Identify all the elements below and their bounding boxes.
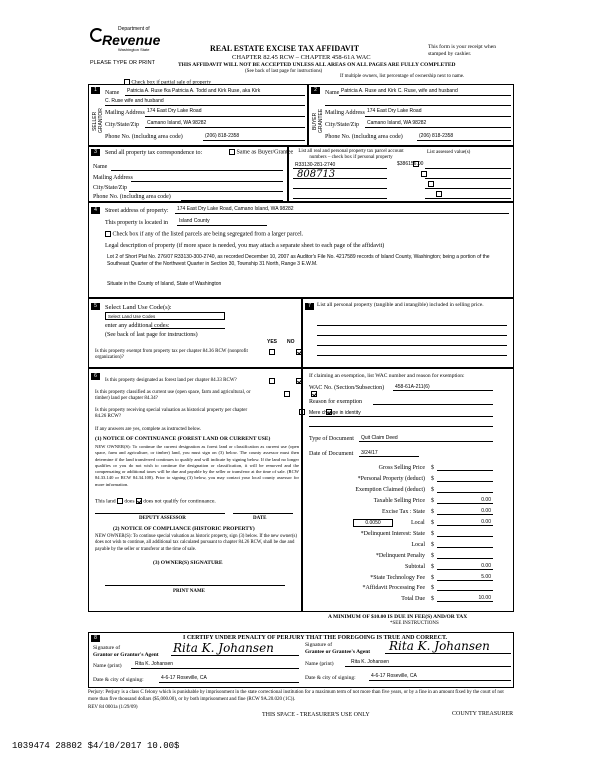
exemption-label: If claiming an exemption, list WAC number and reason for exemption: xyxy=(309,373,465,379)
grantee-name[interactable]: Rita K. Johansen xyxy=(351,659,390,665)
see-instructions: *SEE INSTRUCTIONS xyxy=(390,621,439,626)
parcel-section xyxy=(288,146,514,202)
certify-section xyxy=(88,632,514,688)
seller-city-label: City/State/Zip xyxy=(105,122,139,128)
assessed-value[interactable]: $386156.00 xyxy=(397,161,424,167)
dept-line2: Revenue xyxy=(102,32,161,48)
does-label: does xyxy=(124,498,135,505)
forest-no-checkbox[interactable] xyxy=(296,378,302,384)
continuance-title: (1) NOTICE OF CONTINUANCE (FOREST LAND OR CURRENT USE) xyxy=(95,436,271,442)
see-back: (See back of last page for instructions) xyxy=(245,69,323,74)
landuse-select[interactable] xyxy=(105,312,225,320)
grantor-name[interactable]: Rita K. Johansen xyxy=(135,661,174,667)
parcel-number[interactable]: R33130-281-2740 xyxy=(295,162,336,168)
exempt-no-checkbox[interactable] xyxy=(296,349,302,355)
assessed-header: List assessed value(s) xyxy=(427,150,471,155)
penalty-dollar: $ xyxy=(431,553,434,559)
same-as-buyer-checkbox[interactable] xyxy=(229,149,235,155)
parcel-pp-checkbox-1[interactable] xyxy=(413,161,419,167)
landuse-see-back: (See back of last page for instructions) xyxy=(105,332,198,338)
penalty-label: *Delinquent Penalty xyxy=(375,553,425,559)
gross-dollar: $ xyxy=(431,465,434,471)
please-type: PLEASE TYPE OR PRINT xyxy=(90,60,156,66)
correspondence-section xyxy=(88,146,294,202)
buyer-name[interactable]: Patricia A. Ruse and Kirk C. Ruse, wife and husband xyxy=(341,88,458,94)
buyer-side-label: BUYER GRANTEE xyxy=(312,108,324,134)
no-header: NO xyxy=(287,339,295,345)
corr-name-label: Name xyxy=(93,164,108,170)
subtotal-label: Subtotal xyxy=(404,564,425,570)
form-title: REAL ESTATE EXCISE TAX AFFIDAVIT xyxy=(210,44,360,53)
minimum-note: A MINIMUM OF $10.00 IS DUE IN FEE(S) AND/OR TAX xyxy=(328,614,468,620)
interest-local-dollar: $ xyxy=(431,542,434,548)
county-treasurer: COUNTY TREASURER xyxy=(452,711,514,717)
interest-state-label: *Delinquent Interest: State xyxy=(360,531,425,537)
doc-date-label: Date of Document xyxy=(309,451,354,457)
reason-value[interactable]: Mere change in identity xyxy=(309,410,361,416)
grantee-signature[interactable]: Rita K. Johansen xyxy=(389,639,490,653)
landuse-section xyxy=(88,298,302,368)
wac-value[interactable]: 458-61A-211(6) xyxy=(395,384,430,390)
perjury-text: Perjury: Perjury is a class C felony which is punishable by imprisonment in the state correctional institution for a maximum term of not more than five years, or by a fine in an amount fixed by the court of not more than five thousand dollars ($5,000.00), or by both imprisonment and fine (RCW 9A.20.020 (1C)). xyxy=(88,690,504,702)
corr-mailing-label: Mailing Address xyxy=(93,175,133,181)
parcel-pp-checkbox-4[interactable] xyxy=(436,191,442,197)
correspondence-label: Send all property tax correspondence to: xyxy=(105,150,203,156)
seller-phone[interactable]: (206) 818-2358 xyxy=(205,133,240,139)
corr-phone-label: Phone No. (including area code) xyxy=(93,194,171,200)
doc-date[interactable]: 3/24/17 xyxy=(361,450,378,456)
dept-line1: Department of xyxy=(118,26,150,32)
forest-yes-checkbox[interactable] xyxy=(269,378,275,384)
section-number-2: 2 xyxy=(311,87,320,94)
reason-label: Reason for exemption xyxy=(309,399,362,405)
section-number-8: 8 xyxy=(91,635,100,642)
seller-city[interactable]: Camano Island, WA 98282 xyxy=(147,120,207,126)
taxable-dollar: $ xyxy=(431,498,434,504)
seller-name-2[interactable]: C. Ruse wife and husband xyxy=(105,98,164,104)
grantee-date-label: Date & city of signing: xyxy=(305,675,356,681)
grantee-date[interactable]: 4-6-17 Roseville, CA xyxy=(371,673,417,679)
seller-name-label: Name xyxy=(105,90,120,96)
exemption-tax-section xyxy=(302,368,514,612)
legal-description[interactable]: Lot 2 of Short Plat No. 276/07 R33130-300-2740, as recorded December 10, 2007 as Auditor's File No. 4217589 records of Island County, Washington; being a portion of the Southeast Quarter of the Northwest Quarter in Section 30, Township 31 North, Range 3 E.W.M. xyxy=(107,254,490,267)
exemption-deduct-label: Exemption Claimed (deduct) xyxy=(355,487,425,493)
street-label: Street address of property: xyxy=(105,208,169,214)
section-number-6: 6 xyxy=(91,373,100,380)
seller-name[interactable]: Patricia A. Ruse fka Patricia A. Todd and Kirk Ruse, aka Kirk xyxy=(127,88,261,94)
form-subtitle: CHAPTER 82.45 RCW – CHAPTER 458-61A WAC xyxy=(232,54,371,61)
compliance-text: NEW OWNER(S): To continue special valuation as historic property, sign (3) below. If the new owner(s) does not wish to continue, all additional tax calculated pursuant to chapter 84.26 RCW, shall be due and payable by the seller or transferor at the time of sale. xyxy=(95,534,298,552)
buyer-phone-label: Phone No. (including area code) xyxy=(325,134,403,140)
does-not-label: does not qualify for continuance. xyxy=(143,498,216,505)
section-number-5: 5 xyxy=(91,303,100,310)
total-dollar: $ xyxy=(431,596,434,602)
street-address[interactable]: 174 East Dry Lake Road, Camano Island, WA 98282 xyxy=(177,206,294,212)
personal-label: List all personal property (tangible and intangible) included in selling price. xyxy=(317,302,484,308)
buyer-name-label: Name xyxy=(325,90,340,96)
interest-local-label: Local xyxy=(411,542,425,548)
buyer-section xyxy=(308,84,514,146)
segregated-checkbox[interactable] xyxy=(105,231,111,237)
gross-label: Gross Selling Price xyxy=(378,465,425,471)
doc-type-label: Type of Document xyxy=(309,436,354,442)
tech-fee-label: *State Technology Fee xyxy=(370,575,425,581)
sig-grantee-label-2: Grantee or Grantee's Agent xyxy=(305,648,371,655)
recording-stamp: 1039474 28802 $4/10/2017 10.00$ xyxy=(12,741,180,751)
interest-state-dollar: $ xyxy=(431,531,434,537)
parcel-header: List all real and personal property tax parcel account numbers – check box if personal property xyxy=(298,149,404,160)
deputy-assessor-label: DEPUTY ASSESSOR xyxy=(139,516,186,521)
form-warning: THIS AFFIDAVIT WILL NOT BE ACCEPTED UNLESS ALL AREAS ON ALL PAGES ARE FULLY COMPLETED xyxy=(178,62,456,68)
receipt-note: This form is your receipt when stamped by cashier. xyxy=(428,44,496,57)
date-label: DATE xyxy=(253,516,267,521)
yes-header: YES xyxy=(267,339,278,345)
total-label: Total Due xyxy=(401,596,425,602)
exempt-yes-checkbox[interactable] xyxy=(269,349,275,355)
continuance-text: NEW OWNER(S): To continue the current designation as forest land or classification as current use (open space, farm and agriculture, or timber) land, you must sign on (3) below. The county assessor must then determine if the land transferred continues to qualify and will indicate by signing below. If the land no longer qualifies or you do not wish to continue the designation or classification, it will be removed and the compensating or additional taxes will be due and payable by the seller or transferor at the time of sale. (RCW 84.33.140 or RCW 84.34.108). Prior to signing (3) below, you may contact your local county assessor for more information. xyxy=(95,444,299,487)
property-section xyxy=(88,202,514,298)
taxable-label: Taxable Selling Price xyxy=(373,498,425,504)
print-name-label: PRINT NAME xyxy=(173,589,205,594)
local-dollar: $ xyxy=(431,520,434,526)
multiple-owners-note: If multiple owners, list percentage of ownership next to name. xyxy=(340,74,465,79)
dor-logo xyxy=(90,24,160,58)
compliance-title: (2) NOTICE OF COMPLIANCE (HISTORIC PROPERTY) xyxy=(113,526,255,532)
excise-state-label: Excise Tax : State xyxy=(382,509,425,515)
personal-deduct-label: *Personal Property (deduct) xyxy=(357,476,425,482)
seller-mailing[interactable]: 174 East Dry Lake Road xyxy=(147,108,202,114)
affidavit-fee-label: *Affidavit Processing Fee xyxy=(362,585,425,591)
sig-grantor-label: Signature of xyxy=(93,645,121,651)
total-value[interactable]: 10.00 xyxy=(478,595,491,601)
current-use-yes-checkbox[interactable] xyxy=(284,391,290,397)
grantor-name-label: Name (print) xyxy=(93,663,122,669)
grantor-date[interactable]: 4-6-17 Roseville, CA xyxy=(161,675,207,681)
located-label: This property is located in xyxy=(105,220,168,226)
treasurer-space: THIS SPACE - TREASURER'S USE ONLY xyxy=(262,712,370,718)
excise-state-dollar: $ xyxy=(431,509,434,515)
dept-line3: Washington State xyxy=(118,47,150,52)
local-rate[interactable]: 0.0050 xyxy=(353,519,393,527)
answers-yes-note: If any answers are yes, complete as instructed below. xyxy=(95,427,202,432)
tech-fee-value[interactable]: 5.00 xyxy=(481,574,491,580)
grantor-date-label: Date & city of signing: xyxy=(93,677,144,683)
buyer-city-label: City/State/Zip xyxy=(325,122,359,128)
seller-section xyxy=(88,84,308,146)
sig-grantee-label: Signature of xyxy=(305,642,333,648)
local-label: Local xyxy=(411,520,425,526)
parcel-pp-checkbox-2[interactable] xyxy=(421,171,427,177)
personal-deduct-dollar: $ xyxy=(431,476,434,482)
seller-mailing-label: Mailing Address xyxy=(105,110,145,116)
parcel-handwritten: 808713 xyxy=(297,169,336,180)
subtotal-value[interactable]: 0.00 xyxy=(481,563,491,569)
tech-fee-dollar: $ xyxy=(431,575,434,581)
does-not-qualify-checkbox[interactable] xyxy=(136,498,142,504)
certify-text: I CERTIFY UNDER PENALTY OF PERJURY THAT THE FOREGOING IS TRUE AND CORRECT. xyxy=(183,635,448,641)
exempt-question: Is this property exempt from property tax per chapter 84.36 RCW (nonprofit organization)? xyxy=(95,349,248,360)
buyer-city[interactable]: Camano Island, WA 98282 xyxy=(367,120,427,126)
buyer-mailing-label: Mailing Address xyxy=(325,110,365,116)
situate-text[interactable]: Situate in the County of Island, State of Washington xyxy=(107,281,222,287)
legal-label: Legal description of property (if more space is needed, you may attach a separate sheet to each page of the affidavit) xyxy=(105,243,385,249)
grantor-signature[interactable]: Rita K. Johansen xyxy=(173,641,274,655)
enter-additional-label: enter any additional codes: xyxy=(105,323,170,329)
parcel-pp-checkbox-3[interactable] xyxy=(428,181,434,187)
landuse-selected: Select Land Use Codes xyxy=(108,314,156,319)
wac-label: WAC No. (Section/Subsection) xyxy=(309,385,385,391)
grantee-name-label: Name (print) xyxy=(305,661,334,667)
landuse-label: Select Land Use Code(s): xyxy=(105,304,172,311)
historic-question: Is this property receiving special valuation as historical property per chapter 84.26 RCW? xyxy=(95,408,248,419)
rev-number: REV 84 0001a (1/29/09) xyxy=(88,705,138,710)
seller-phone-label: Phone No. (including area code) xyxy=(105,134,183,140)
segregated-label: Check box if any of the listed parcels are being segregated from a larger parcel. xyxy=(112,231,304,238)
section-number-7: 7 xyxy=(305,303,314,310)
local-value[interactable]: 0.00 xyxy=(481,519,491,525)
exemption-deduct-dollar: $ xyxy=(431,487,434,493)
doc-type[interactable]: Quit Claim Deed xyxy=(361,435,398,441)
excise-state-value[interactable]: 0.00 xyxy=(481,508,491,514)
personal-section xyxy=(302,298,514,368)
section-number-3: 3 xyxy=(91,149,100,156)
section-number-1: 1 xyxy=(91,87,100,94)
designation-section xyxy=(88,368,302,612)
affidavit-fee-dollar: $ xyxy=(431,585,434,591)
forest-question: Is this property designated as forest land per chapter 84.33 RCW? xyxy=(105,378,237,383)
sig-grantor-label-2: Grantor or Grantor's Agent xyxy=(93,651,159,658)
buyer-phone[interactable]: (206) 818-2358 xyxy=(419,133,454,139)
this-land-label: This land xyxy=(95,498,116,505)
corr-city-label: City/State/Zip xyxy=(93,185,127,191)
section-number-4: 4 xyxy=(91,207,100,214)
buyer-mailing[interactable]: 174 East Dry Lake Road xyxy=(367,108,422,114)
taxable-value[interactable]: 0.00 xyxy=(481,497,491,503)
does-qualify-checkbox[interactable] xyxy=(117,498,123,504)
county[interactable]: Island County xyxy=(179,218,210,224)
current-use-question: Is this property classified as current use (open space, farm and agricultural, or timber) land per chapter 84.34? xyxy=(95,390,251,401)
same-as-buyer-label: Same as Buyer/Grantee xyxy=(236,149,294,156)
owner-signature-label: (3) OWNER(S) SIGNATURE xyxy=(153,560,223,566)
subtotal-dollar: $ xyxy=(431,564,434,570)
seller-side-label: SELLER GRANTOR xyxy=(92,108,104,134)
partial-sale-label: Check box if partial sale of property xyxy=(131,79,212,86)
